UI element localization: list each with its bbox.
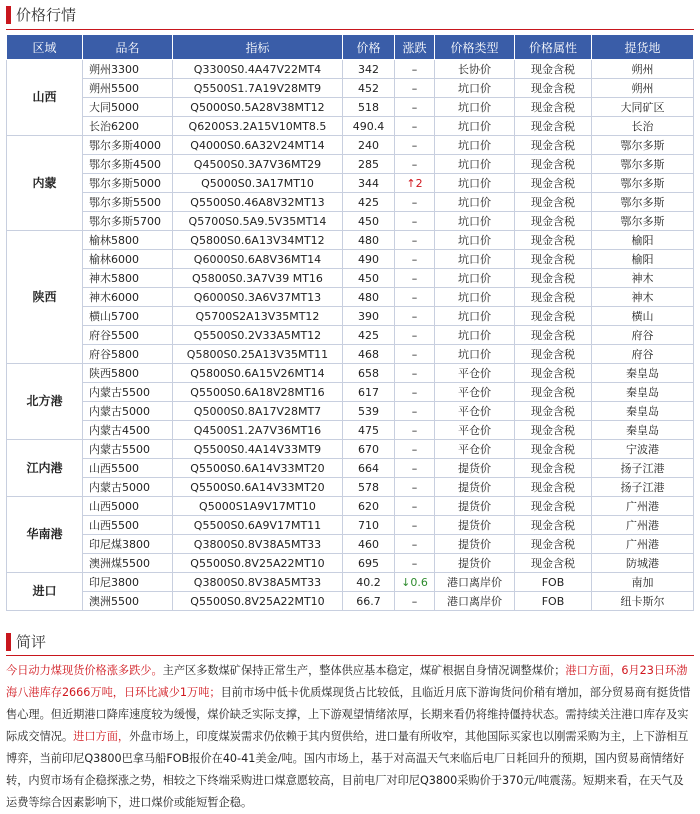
change-cell: – (395, 288, 435, 307)
delivery-place-cell: 防城港 (592, 554, 694, 573)
change-cell: – (395, 60, 435, 79)
price-attr-cell: 现金含税 (515, 136, 592, 155)
section-title: 价格行情 (16, 6, 77, 24)
price-type-cell: 提货价 (435, 459, 515, 478)
price-type-cell: 坑口价 (435, 155, 515, 174)
table-row (7, 307, 694, 326)
price-cell: 670 (343, 440, 395, 459)
spec-cell: Q5500S0.2V33A5MT12 (173, 326, 343, 345)
table-row (7, 117, 694, 136)
header-price-attr: 价格属性 (515, 35, 592, 60)
review-section-header (0, 628, 700, 658)
price-type-cell: 坑口价 (435, 117, 515, 136)
spec-cell: Q5500S0.8V25A22MT10 (173, 592, 343, 611)
product-name-cell: 印尼3800 (83, 573, 173, 592)
price-attr-cell: 现金含税 (515, 269, 592, 288)
header-name: 品名 (83, 35, 173, 60)
review-segment: 外盘市场上，印度煤炭需求仍依赖于其内贸供给，进口量有所收窄，其他国际买家也以刚需采购为主，上下游相互博弈，当前印尼Q3800巴拿马船FOB报价在40-41美金/吨。国内市场上，基于对高温天气来临后电厂日耗回升的预期，国内贸易商情绪好转，内贸市场有企稳探涨之势，相较之下终端采购进口煤意愿较高，目前电厂对印尼Q3800采购价于370元/吨震荡。短期来看，在天气及运费等综合因素影响下，进口煤价或能短暂企稳。 (6, 730, 689, 809)
delivery-place-cell: 广州港 (592, 535, 694, 554)
header-change: 涨跌 (395, 35, 435, 60)
spec-cell: Q5500S0.4A14V33MT9 (173, 440, 343, 459)
product-name-cell: 榆林6000 (83, 250, 173, 269)
delivery-place-cell: 府谷 (592, 345, 694, 364)
price-type-cell: 坑口价 (435, 212, 515, 231)
price-attr-cell: 现金含税 (515, 98, 592, 117)
table-row (7, 573, 694, 592)
price-cell: 490 (343, 250, 395, 269)
price-cell: 578 (343, 478, 395, 497)
product-name-cell: 鄂尔多斯5700 (83, 212, 173, 231)
table-row (7, 136, 694, 155)
change-cell: – (395, 269, 435, 288)
spec-cell: Q5500S1.7A19V28MT9 (173, 79, 343, 98)
price-cell: 475 (343, 421, 395, 440)
price-type-cell: 坑口价 (435, 307, 515, 326)
delivery-place-cell: 宁波港 (592, 440, 694, 459)
spec-cell: Q5000S0.8A17V28MT7 (173, 402, 343, 421)
header-price-type: 价格类型 (435, 35, 515, 60)
change-cell: – (395, 592, 435, 611)
price-attr-cell: 现金含税 (515, 516, 592, 535)
delivery-place-cell: 广州港 (592, 497, 694, 516)
delivery-place-cell: 秦皇岛 (592, 402, 694, 421)
price-attr-cell: 现金含税 (515, 554, 592, 573)
price-type-cell: 港口离岸价 (435, 592, 515, 611)
table-row (7, 231, 694, 250)
delivery-place-cell: 长治 (592, 117, 694, 136)
price-attr-cell: 现金含税 (515, 60, 592, 79)
table-row (7, 459, 694, 478)
price-cell: 450 (343, 269, 395, 288)
product-name-cell: 神木5800 (83, 269, 173, 288)
product-name-cell: 神木6000 (83, 288, 173, 307)
price-attr-cell: 现金含税 (515, 231, 592, 250)
change-cell: – (395, 459, 435, 478)
product-name-cell: 内蒙古5000 (83, 478, 173, 497)
price-cell: 425 (343, 326, 395, 345)
price-type-cell: 平仓价 (435, 383, 515, 402)
table-row (7, 516, 694, 535)
price-type-cell: 平仓价 (435, 421, 515, 440)
price-type-cell: 坑口价 (435, 326, 515, 345)
change-cell: ↓0.6 (395, 573, 435, 592)
change-cell: – (395, 364, 435, 383)
review-text (6, 660, 694, 814)
table-row (7, 592, 694, 611)
change-cell: – (395, 440, 435, 459)
price-type-cell: 坑口价 (435, 79, 515, 98)
spec-cell: Q6000S0.3A6V37MT13 (173, 288, 343, 307)
delivery-place-cell: 鄂尔多斯 (592, 155, 694, 174)
table-row (7, 383, 694, 402)
product-name-cell: 朔州3300 (83, 60, 173, 79)
price-attr-cell: 现金含税 (515, 345, 592, 364)
table-row (7, 535, 694, 554)
price-cell: 539 (343, 402, 395, 421)
price-cell: 342 (343, 60, 395, 79)
product-name-cell: 大同5000 (83, 98, 173, 117)
price-cell: 490.4 (343, 117, 395, 136)
delivery-place-cell: 秦皇岛 (592, 383, 694, 402)
price-attr-cell: FOB (515, 573, 592, 592)
price-cell: 450 (343, 212, 395, 231)
review-segment: 目前市场中低卡优质煤现货占比较低，且临近月底下游询货问价稍有增加，部分贸易商有挺货惜售心理。但近期港口降库速度较为缓慢，煤价缺乏实际支撑，上下游观望情绪浓厚，长期来看仍将维持僵持状态。需持续关注港口库存及实际成交情况。 (6, 686, 691, 743)
price-type-cell: 提货价 (435, 516, 515, 535)
change-cell: – (395, 136, 435, 155)
price-cell: 617 (343, 383, 395, 402)
table-row (7, 60, 694, 79)
product-name-cell: 内蒙古5000 (83, 402, 173, 421)
price-cell: 695 (343, 554, 395, 573)
change-cell: – (395, 535, 435, 554)
table-row (7, 269, 694, 288)
product-name-cell: 印尼煤3800 (83, 535, 173, 554)
spec-cell: Q6000S0.6A8V36MT14 (173, 250, 343, 269)
change-cell: – (395, 383, 435, 402)
table-row (7, 98, 694, 117)
delivery-place-cell: 朔州 (592, 79, 694, 98)
price-cell: 468 (343, 345, 395, 364)
price-cell: 460 (343, 535, 395, 554)
price-type-cell: 坑口价 (435, 231, 515, 250)
product-name-cell: 府谷5800 (83, 345, 173, 364)
price-attr-cell: 现金含税 (515, 402, 592, 421)
product-name-cell: 长治6200 (83, 117, 173, 136)
price-type-cell: 坑口价 (435, 288, 515, 307)
price-cell: 452 (343, 79, 395, 98)
price-attr-cell: 现金含税 (515, 459, 592, 478)
price-cell: 66.7 (343, 592, 395, 611)
product-name-cell: 内蒙古5500 (83, 383, 173, 402)
spec-cell: Q5000S0.5A28V38MT12 (173, 98, 343, 117)
table-row (7, 554, 694, 573)
price-cell: 240 (343, 136, 395, 155)
header-spec: 指标 (173, 35, 343, 60)
delivery-place-cell: 鄂尔多斯 (592, 193, 694, 212)
region-cell: 陕西 (7, 231, 83, 364)
spec-cell: Q3300S0.4A47V22MT4 (173, 60, 343, 79)
section-marker (6, 6, 11, 24)
product-name-cell: 鄂尔多斯4000 (83, 136, 173, 155)
delivery-place-cell: 鄂尔多斯 (592, 174, 694, 193)
product-name-cell: 朔州5500 (83, 79, 173, 98)
price-cell: 285 (343, 155, 395, 174)
delivery-place-cell: 榆阳 (592, 231, 694, 250)
spec-cell: Q5500S0.46A8V32MT13 (173, 193, 343, 212)
spec-cell: Q5500S0.6A14V33MT20 (173, 459, 343, 478)
table-row (7, 193, 694, 212)
header-delivery: 提货地 (592, 35, 694, 60)
price-attr-cell: 现金含税 (515, 193, 592, 212)
product-name-cell: 山西5500 (83, 516, 173, 535)
table-row (7, 155, 694, 174)
price-type-cell: 港口离岸价 (435, 573, 515, 592)
spec-cell: Q5000S1A9V17MT10 (173, 497, 343, 516)
product-name-cell: 鄂尔多斯5000 (83, 174, 173, 193)
price-cell: 425 (343, 193, 395, 212)
header-region: 区域 (7, 35, 83, 60)
change-cell: ↑2 (395, 174, 435, 193)
price-type-cell: 提货价 (435, 535, 515, 554)
spec-cell: Q6200S3.2A15V10MT8.5 (173, 117, 343, 136)
spec-cell: Q4000S0.6A32V24MT14 (173, 136, 343, 155)
price-attr-cell: 现金含税 (515, 79, 592, 98)
delivery-place-cell: 榆阳 (592, 250, 694, 269)
change-cell: – (395, 516, 435, 535)
product-name-cell: 内蒙古4500 (83, 421, 173, 440)
price-attr-cell: 现金含税 (515, 212, 592, 231)
spec-cell: Q5800S0.25A13V35MT11 (173, 345, 343, 364)
table-row (7, 402, 694, 421)
change-cell: – (395, 497, 435, 516)
table-row (7, 174, 694, 193)
price-attr-cell: 现金含税 (515, 440, 592, 459)
price-cell: 664 (343, 459, 395, 478)
delivery-place-cell: 扬子江港 (592, 459, 694, 478)
region-cell: 江内港 (7, 440, 83, 497)
table-row (7, 478, 694, 497)
region-cell: 内蒙 (7, 136, 83, 231)
price-type-cell: 坑口价 (435, 345, 515, 364)
change-cell: – (395, 478, 435, 497)
price-type-cell: 提货价 (435, 497, 515, 516)
price-section-header (0, 0, 700, 30)
price-attr-cell: 现金含税 (515, 421, 592, 440)
change-cell: – (395, 155, 435, 174)
price-type-cell: 坑口价 (435, 250, 515, 269)
price-cell: 658 (343, 364, 395, 383)
review-highlight: 今日动力煤现货价格涨多跌少。 (6, 664, 163, 677)
change-cell: – (395, 250, 435, 269)
region-cell: 进口 (7, 573, 83, 611)
product-name-cell: 澳洲煤5500 (83, 554, 173, 573)
product-name-cell: 陕西5800 (83, 364, 173, 383)
delivery-place-cell: 纽卡斯尔 (592, 592, 694, 611)
change-cell: – (395, 421, 435, 440)
spec-cell: Q4500S1.2A7V36MT16 (173, 421, 343, 440)
price-cell: 620 (343, 497, 395, 516)
price-type-cell: 平仓价 (435, 402, 515, 421)
region-cell: 山西 (7, 60, 83, 136)
table-row (7, 326, 694, 345)
spec-cell: Q5700S0.5A9.5V35MT14 (173, 212, 343, 231)
table-row (7, 421, 694, 440)
price-attr-cell: 现金含税 (515, 478, 592, 497)
spec-cell: Q4500S0.3A7V36MT29 (173, 155, 343, 174)
product-name-cell: 鄂尔多斯5500 (83, 193, 173, 212)
delivery-place-cell: 神木 (592, 269, 694, 288)
price-attr-cell: 现金含税 (515, 174, 592, 193)
spec-cell: Q5000S0.3A17MT10 (173, 174, 343, 193)
delivery-place-cell: 神木 (592, 288, 694, 307)
table-row (7, 250, 694, 269)
price-attr-cell: 现金含税 (515, 288, 592, 307)
section-divider (6, 655, 694, 656)
change-cell: – (395, 326, 435, 345)
product-name-cell: 澳洲5500 (83, 592, 173, 611)
price-cell: 480 (343, 231, 395, 250)
review-highlight: 进口方面， (73, 730, 130, 743)
delivery-place-cell: 大同矿区 (592, 98, 694, 117)
price-attr-cell: 现金含税 (515, 250, 592, 269)
product-name-cell: 府谷5500 (83, 326, 173, 345)
spec-cell: Q5500S0.6A18V28MT16 (173, 383, 343, 402)
price-cell: 390 (343, 307, 395, 326)
change-cell: – (395, 79, 435, 98)
price-cell: 518 (343, 98, 395, 117)
price-table (6, 34, 694, 611)
spec-cell: Q5500S0.8V25A22MT10 (173, 554, 343, 573)
review-title: 简评 (16, 633, 47, 651)
spec-cell: Q3800S0.8V38A5MT33 (173, 535, 343, 554)
spec-cell: Q5500S0.6A14V33MT20 (173, 478, 343, 497)
section-marker (6, 633, 11, 651)
price-type-cell: 坑口价 (435, 193, 515, 212)
change-cell: – (395, 117, 435, 136)
table-row (7, 288, 694, 307)
change-cell: – (395, 98, 435, 117)
spec-cell: Q5800S0.6A15V26MT14 (173, 364, 343, 383)
price-type-cell: 坑口价 (435, 269, 515, 288)
price-attr-cell: 现金含税 (515, 364, 592, 383)
change-cell: – (395, 554, 435, 573)
product-name-cell: 鄂尔多斯4500 (83, 155, 173, 174)
table-row (7, 497, 694, 516)
price-type-cell: 平仓价 (435, 440, 515, 459)
price-type-cell: 坑口价 (435, 98, 515, 117)
price-cell: 40.2 (343, 573, 395, 592)
delivery-place-cell: 鄂尔多斯 (592, 212, 694, 231)
price-type-cell: 坑口价 (435, 136, 515, 155)
change-cell: – (395, 212, 435, 231)
delivery-place-cell: 府谷 (592, 326, 694, 345)
change-cell: – (395, 193, 435, 212)
product-name-cell: 榆林5800 (83, 231, 173, 250)
change-cell: – (395, 402, 435, 421)
product-name-cell: 山西5500 (83, 459, 173, 478)
delivery-place-cell: 广州港 (592, 516, 694, 535)
review-segment: 主产区多数煤矿保持正常生产，整体供应基本稳定，煤矿根据自身情况调整煤价； (162, 664, 566, 677)
spec-cell: Q5700S2A13V35MT12 (173, 307, 343, 326)
product-name-cell: 内蒙古5500 (83, 440, 173, 459)
price-attr-cell: 现金含税 (515, 326, 592, 345)
table-row (7, 79, 694, 98)
delivery-place-cell: 鄂尔多斯 (592, 136, 694, 155)
price-attr-cell: 现金含税 (515, 497, 592, 516)
spec-cell: Q5800S0.3A7V39 MT16 (173, 269, 343, 288)
change-cell: – (395, 307, 435, 326)
price-attr-cell: 现金含税 (515, 307, 592, 326)
region-cell: 北方港 (7, 364, 83, 440)
price-type-cell: 长协价 (435, 60, 515, 79)
spec-cell: Q5500S0.6A9V17MT11 (173, 516, 343, 535)
delivery-place-cell: 南加 (592, 573, 694, 592)
price-cell: 344 (343, 174, 395, 193)
change-cell: – (395, 345, 435, 364)
price-attr-cell: 现金含税 (515, 117, 592, 136)
price-attr-cell: 现金含税 (515, 155, 592, 174)
price-type-cell: 提货价 (435, 478, 515, 497)
price-attr-cell: FOB (515, 592, 592, 611)
header-price: 价格 (343, 35, 395, 60)
table-row (7, 212, 694, 231)
price-attr-cell: 现金含税 (515, 535, 592, 554)
delivery-place-cell: 扬子江港 (592, 478, 694, 497)
price-cell: 710 (343, 516, 395, 535)
table-row (7, 345, 694, 364)
price-type-cell: 平仓价 (435, 364, 515, 383)
price-type-cell: 提货价 (435, 554, 515, 573)
delivery-place-cell: 秦皇岛 (592, 421, 694, 440)
delivery-place-cell: 朔州 (592, 60, 694, 79)
delivery-place-cell: 秦皇岛 (592, 364, 694, 383)
spec-cell: Q5800S0.6A13V34MT12 (173, 231, 343, 250)
review-highlight: 港口方面，6月23日环渤海八港库存2666万吨，日环比减少1万吨； (6, 664, 688, 699)
price-attr-cell: 现金含税 (515, 383, 592, 402)
price-type-cell: 坑口价 (435, 174, 515, 193)
table-row (7, 440, 694, 459)
region-cell: 华南港 (7, 497, 83, 573)
delivery-place-cell: 横山 (592, 307, 694, 326)
section-divider (6, 29, 694, 30)
table-row (7, 364, 694, 383)
change-cell: – (395, 231, 435, 250)
price-cell: 480 (343, 288, 395, 307)
product-name-cell: 横山5700 (83, 307, 173, 326)
product-name-cell: 山西5000 (83, 497, 173, 516)
spec-cell: Q3800S0.8V38A5MT33 (173, 573, 343, 592)
table-header-row (7, 35, 694, 60)
